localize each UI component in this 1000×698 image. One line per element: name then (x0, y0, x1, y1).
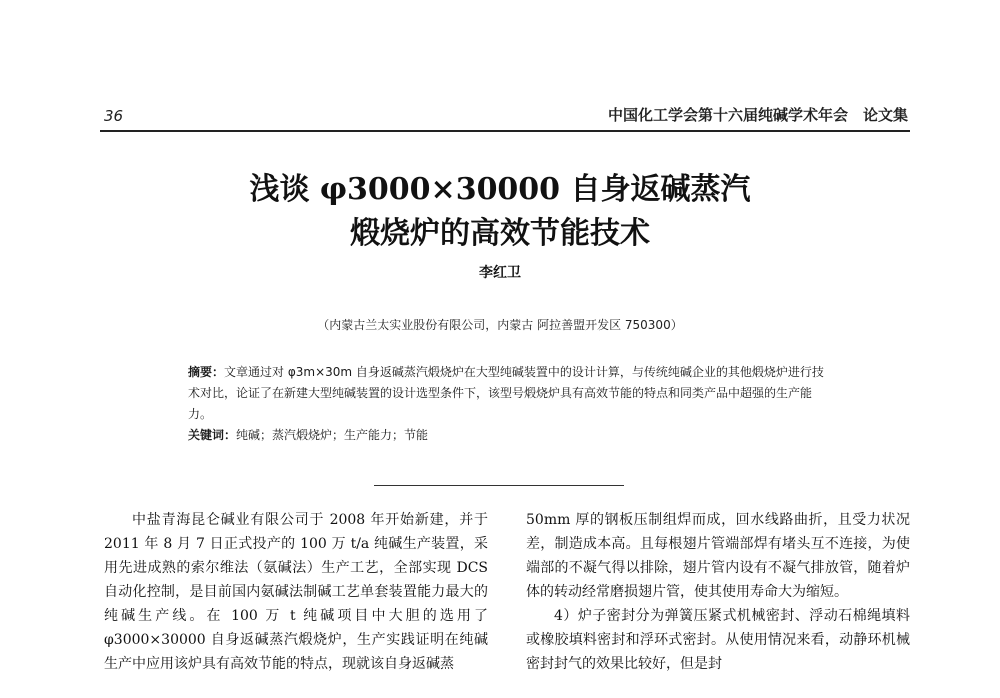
title-line-1: 浅谈 φ3000×30000 自身返碱蒸汽 (249, 172, 751, 207)
body-paragraph: 50mm 厚的钢板压制组焊而成，回水线路曲折，且受力状况差，制造成本高。且每根翅片管端部焊有堵头互不连接，为使端部的不凝气得以排除，翅片管内设有不凝气排放管，随着炉体的转动经常磨损翅片管，使其使用寿命大为缩短。 (526, 512, 910, 600)
title-line-2: 煅烧炉的高效节能技术 (350, 216, 650, 251)
article-title (0, 168, 1000, 256)
running-header: 中国化工学会第十六届纯碱学术年会 论文集 (607, 106, 908, 124)
abstract-block (188, 362, 828, 446)
keywords-paragraph (188, 425, 828, 446)
abstract-paragraph (188, 362, 828, 425)
body-paragraph: 4）炉子密封分为弹簧压紧式机械密封、浮动石棉绳填料或橡胶填料密封和浮环式密封。从使用情况来看，动静环机械密封封气的效果比较好，但是封 (526, 608, 910, 672)
abstract-text: 文章通过对 φ3m×30m 自身返碱蒸汽煅烧炉在大型纯碱装置中的设计计算，与传统纯碱企业的其他煅烧炉进行技术对比，论证了在新建大型纯碱装置的设计选型条件下，该型号煅烧炉具有高效节能的特点和同类产品中超强的生产能力。 (188, 365, 824, 421)
body-paragraph: 中盐青海昆仑碱业有限公司于 2008 年开始新建，并于 2011 年 8 月 7 日正式投产的 100 万 t/a 纯碱生产装置，采用先进成熟的索尔维法（氨碱法）生产工艺，全部实现 DCS 自动化控制，是目前国内氨碱法制碱工艺单套装置能力最大的纯碱生产线。在 100 万 t 纯碱项目中大胆的选用了 φ3000×30000 自身返碱蒸汽煅烧炉，生产实践证明在纯碱生产中应用该炉具有高效节能的特点，现就该自身返碱蒸 (104, 512, 488, 672)
keywords-text: 纯碱；蒸汽煅烧炉；生产能力；节能 (236, 428, 429, 442)
keywords-label: 关键词： (188, 428, 237, 442)
author-affiliation: （内蒙古兰太实业股份有限公司，内蒙古 阿拉善盟开发区 750300） (317, 318, 683, 332)
author-name: 李红卫 (479, 265, 521, 281)
body-right-column (526, 508, 910, 676)
abstract-label: 摘要： (188, 365, 225, 379)
page-number: 36 (104, 107, 124, 125)
body-left-column (104, 508, 488, 676)
header-rule (100, 130, 910, 132)
section-divider (374, 485, 624, 486)
